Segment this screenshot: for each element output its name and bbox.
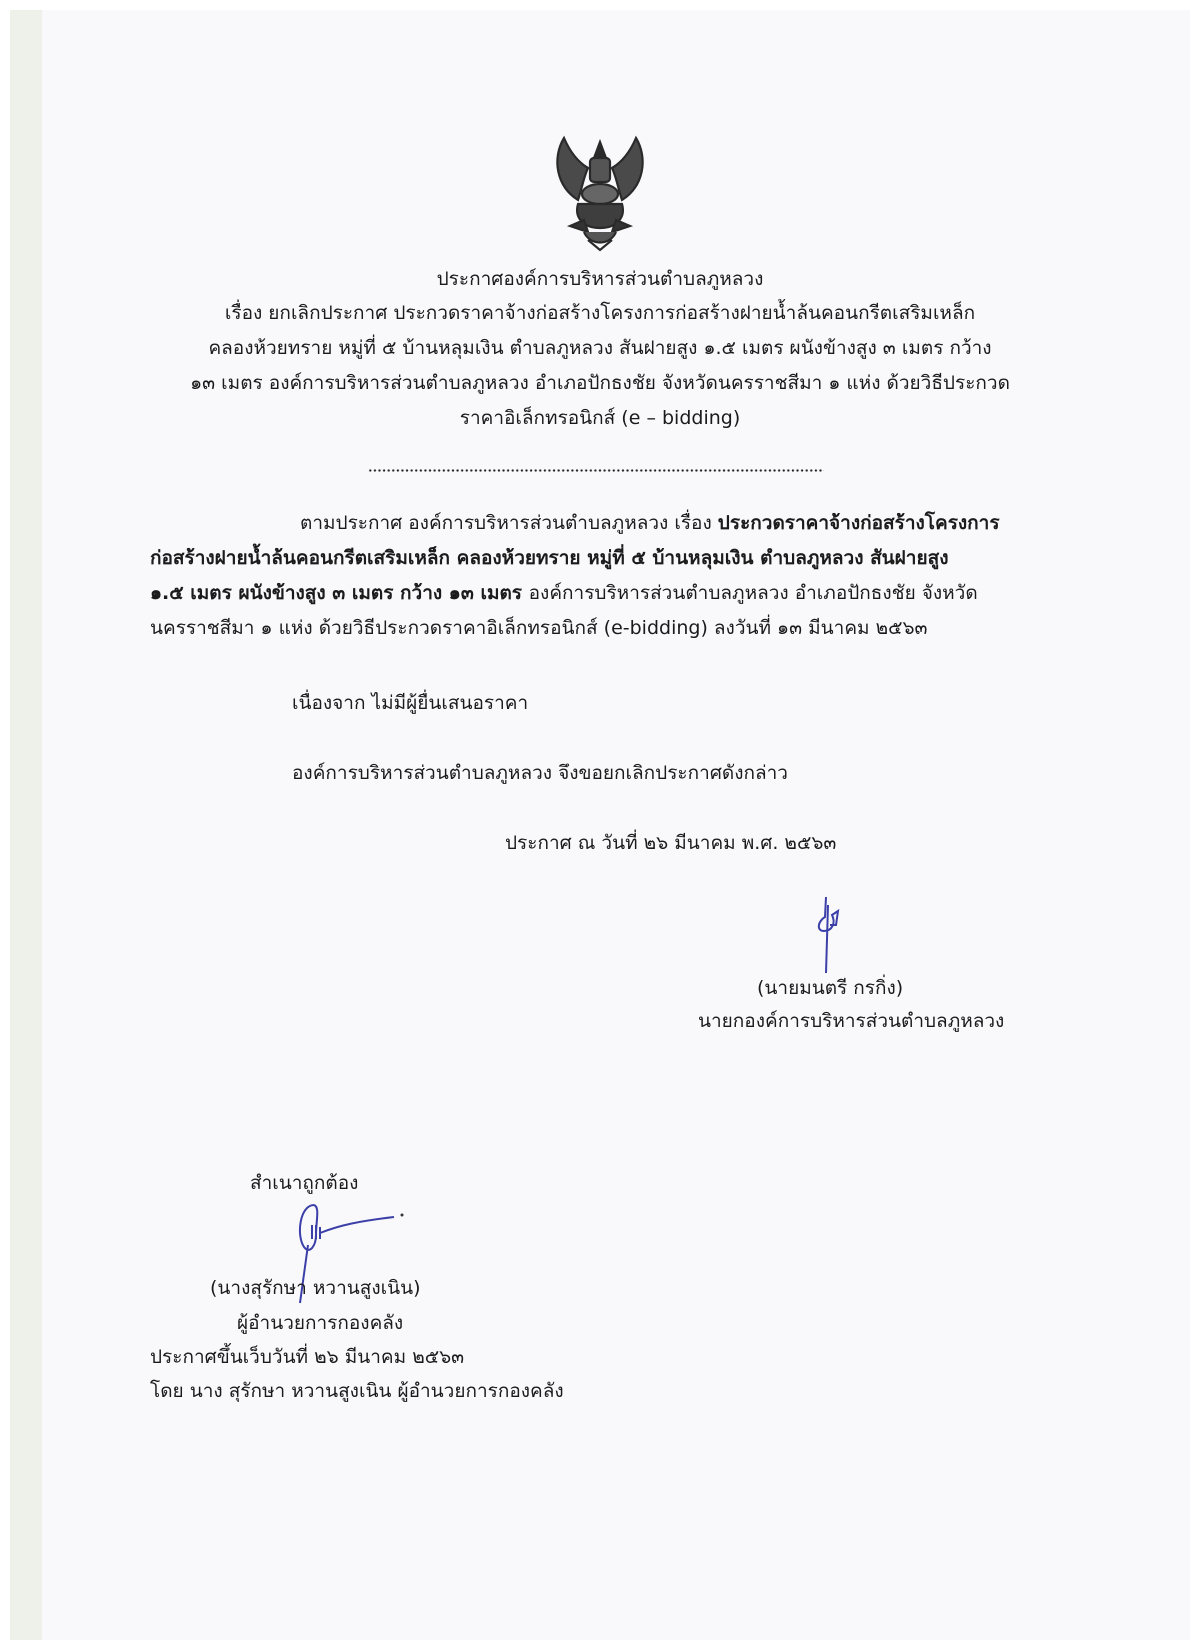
garuda-emblem-icon: [548, 128, 652, 252]
signatory-name: (นายมนตรี กรกิ่ง): [757, 977, 904, 999]
body-para1-line1-normal: ตามประกาศ องค์การบริหารส่วนตำบลภูหลวง เรื่อง: [300, 512, 718, 534]
body-para1-line1: [300, 510, 1000, 536]
body-para1-line2: ก่อสร้างฝายน้ำล้นคอนกรีตเสริมเหล็ก คลองห้วยทราย หมู่ที่ ๕ บ้านหลุมเงิน ตำบลภูหลวง สันฝายสูง: [150, 547, 949, 569]
signatory-signature-icon: [810, 895, 850, 975]
body-para1-line3-bold: ๑.๕ เมตร ผนังข้างสูง ๓ เมตร กว้าง ๑๓ เมตร: [150, 582, 529, 604]
body-para1-line4: นครราชสีมา ๑ แห่ง ด้วยวิธีประกวดราคาอิเล็กทรอนิกส์ (e-bidding) ลงวันที่ ๑๓ มีนาคม ๒๕๖๓: [150, 617, 928, 639]
certified-copy-label: สำเนาถูกต้อง: [250, 1172, 359, 1194]
subject-line-4: ราคาอิเล็กทรอนิกส์ (e – bidding): [459, 407, 741, 429]
reason-text: เนื่องจาก ไม่มีผู้ยื่นเสนอราคา: [292, 692, 529, 714]
org-title: ประกาศองค์การบริหารส่วนตำบลภูหลวง: [436, 268, 764, 290]
separator-dotted-line: [368, 469, 824, 472]
announce-date: ประกาศ ณ วันที่ ๒๖ มีนาคม พ.ศ. ๒๕๖๓: [505, 832, 837, 854]
subject-line-3: ๑๓ เมตร องค์การบริหารส่วนตำบลภูหลวง อำเภอปักธงชัย จังหวัดนครราชสีมา ๑ แห่ง ด้วยวิธีประกวด: [190, 372, 1010, 394]
posted-by: โดย นาง สุรักษา หวานสูงเนิน ผู้อำนวยการกองคลัง: [150, 1380, 564, 1402]
body-para1-line3: [150, 580, 978, 606]
body-para1-line3-normal: องค์การบริหารส่วนตำบลภูหลวง อำเภอปักธงชัย จังหวัด: [528, 582, 978, 604]
subject-line-1: เรื่อง ยกเลิกประกาศ ประกวดราคาจ้างก่อสร้างโครงการก่อสร้างฝายน้ำล้นคอนกรีตเสริมเหล็ก: [224, 302, 976, 324]
certified-copy-position: ผู้อำนวยการกองคลัง: [237, 1312, 404, 1334]
subject-line-2: คลองห้วยทราย หมู่ที่ ๕ บ้านหลุมเงิน ตำบลภูหลวง สันฝายสูง ๑.๕ เมตร ผนังข้างสูง ๓ เมตร กว้าง: [208, 337, 992, 359]
scan-edge-strip: [10, 10, 42, 1640]
body-para1-line1-bold: ประกวดราคาจ้างก่อสร้างโครงการ: [717, 512, 1000, 534]
cancellation-text: องค์การบริหารส่วนตำบลภูหลวง จึงขอยกเลิกประกาศดังกล่าว: [292, 762, 788, 784]
web-posted-date: ประกาศขึ้นเว็บวันที่ ๒๖ มีนาคม ๒๕๖๓: [150, 1346, 465, 1368]
certified-copy-name: (นางสุรักษา หวานสูงเนิน): [210, 1277, 421, 1299]
signatory-position: นายกองค์การบริหารส่วนตำบลภูหลวง: [698, 1010, 1005, 1032]
